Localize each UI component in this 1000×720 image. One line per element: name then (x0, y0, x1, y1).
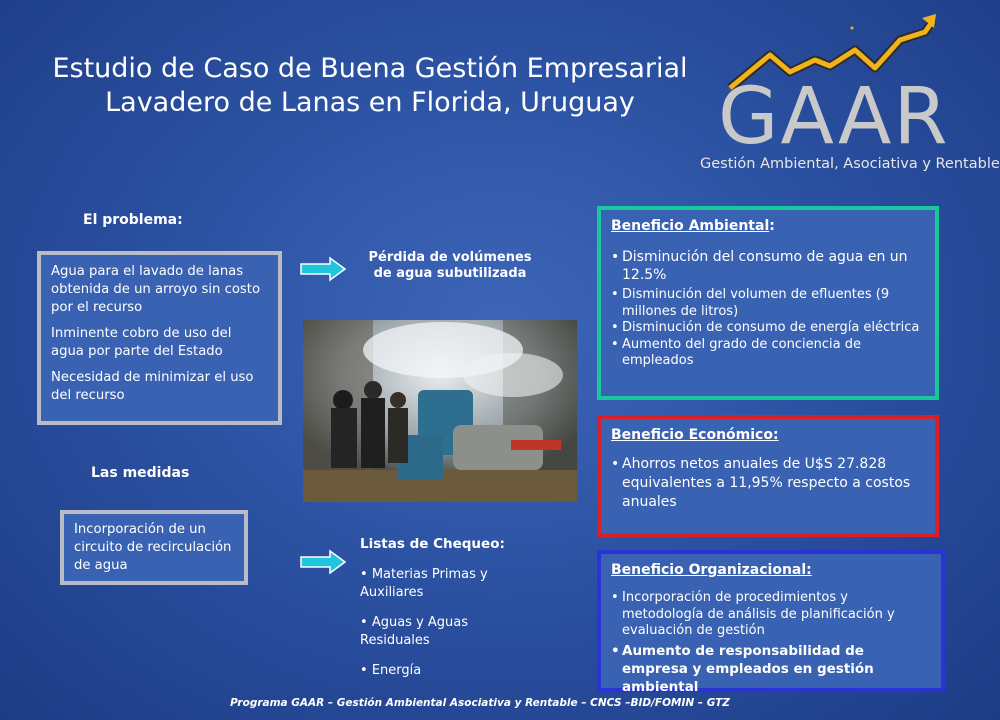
list-item: • Aumento del grado de conciencia de empleados (611, 337, 925, 370)
problem-box (37, 251, 282, 425)
page-title (30, 52, 710, 120)
checklist-item: • Energía (360, 663, 422, 678)
problem-result-line-2: de agua subutilizada (373, 266, 527, 281)
measures-box (60, 510, 248, 585)
title-line-1: Estudio de Caso de Buena Gestión Empresarial (52, 53, 688, 84)
right-arrow-icon (300, 256, 346, 282)
factory-photo (303, 320, 577, 502)
problem-result-line-1: Pérdida de volúmenes (368, 250, 532, 265)
list-item: • Incorporación de procedimientos y metodología de análisis de planificación y evaluación de gestión (611, 590, 931, 640)
benefit-ambiental-colon: : (769, 218, 775, 234)
benefit-ambiental-panel (597, 206, 939, 400)
measures-text: Incorporación de un circuito de recirculación de agua (74, 522, 232, 573)
checklist-item-label: Aguas y Aguas Residuales (360, 615, 469, 648)
checklist-item: • Aguas y Aguas Residuales (360, 615, 469, 648)
gaar-logo (700, 10, 1000, 190)
checklist-item: • Materias Primas y Auxiliares (360, 567, 488, 600)
logo-tagline: Gestión Ambiental, Asociativa y Rentable (700, 156, 1000, 172)
measures-heading: Las medidas (91, 465, 190, 481)
benefit-organizacional-panel (597, 550, 945, 695)
logo-letters: GAAR (718, 72, 950, 162)
benefit-organizacional-list (611, 590, 931, 696)
checklist-item-label: Energía (371, 663, 422, 678)
problem-heading: El problema: (83, 212, 183, 228)
benefit-economico-panel (597, 415, 939, 537)
problem-item: Agua para el lavado de lanas obtenida de un arroyo sin costo por el recurso (51, 264, 261, 315)
photo-image (303, 320, 577, 502)
checklist-title: Listas de Chequeo: (360, 536, 505, 552)
problem-item: Inminente cobro de uso del agua por parte del Estado (51, 326, 232, 359)
footer-text: Programa GAAR – Gestión Ambiental Asociativa y Rentable – CNCS –BID/FOMIN – GTZ (230, 697, 730, 709)
checklist-item-label: Materias Primas y Auxiliares (360, 567, 488, 600)
list-item: • Disminución del volumen de efluentes (9 millones de litros) (611, 287, 925, 320)
benefit-ambiental-title-text: Beneficio Ambiental (611, 218, 770, 234)
right-arrow-icon (300, 549, 346, 575)
benefit-organizacional-title: Beneficio Organizacional: (611, 562, 812, 578)
title-line-2: Lavadero de Lanas en Florida, Uruguay (105, 87, 635, 118)
benefit-economico-list (611, 455, 925, 512)
benefit-ambiental-list (611, 248, 925, 370)
problem-result (350, 250, 550, 282)
problem-item: Necesidad de minimizar el uso del recurso (51, 370, 254, 403)
benefit-ambiental-title (611, 218, 925, 234)
list-item: • Disminución del consumo de agua en un 12.5% (611, 248, 925, 284)
list-item: • Disminución de consumo de energía eléctrica (611, 320, 925, 337)
list-item: • Aumento de responsabilidad de empresa y empleados en gestión ambiental (611, 642, 931, 696)
benefit-economico-title: Beneficio Económico: (611, 427, 779, 443)
checklist (360, 536, 510, 680)
list-item: • Ahorros netos anuales de U$S 27.828 equivalentes a 11,95% respecto a costos anuales (611, 455, 925, 512)
